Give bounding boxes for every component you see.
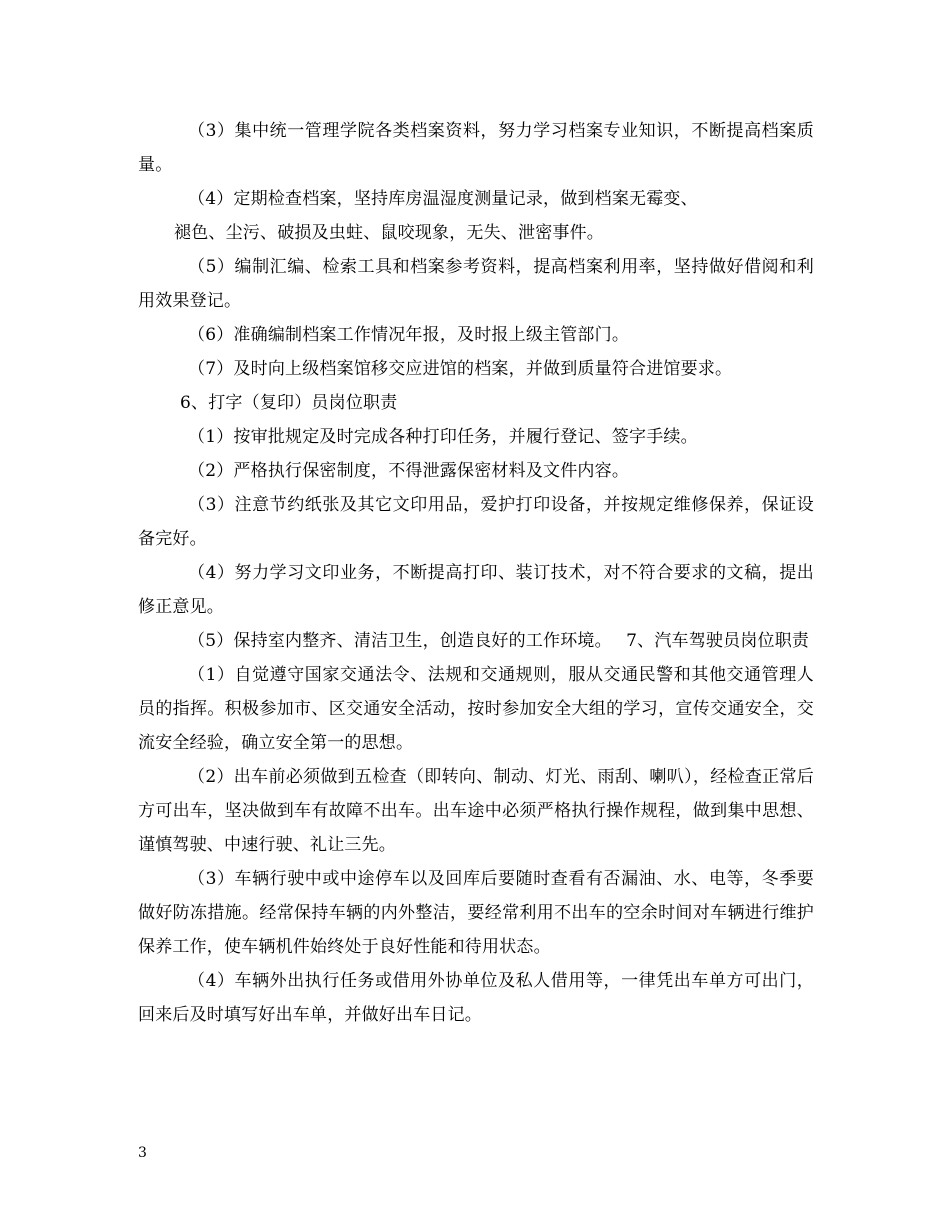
paragraph-archive-4: （4）定期检查档案，坚持库房温湿度测量记录，做到档案无霉变、 (188, 189, 698, 209)
paragraph-typist-2: （2）严格执行保密制度，不得泄露保密材料及文件内容。 (188, 461, 630, 481)
paragraph-archive-4-continued: 褪色、尘污、破损及虫蛀、鼠咬现象，无失、泄密事件。 (174, 223, 604, 243)
paragraph-typist-1: （1）按审批规定及时完成各种打印任务，并履行登记、签字手续。 (188, 427, 698, 447)
section-heading-typist: 6、打字（复印）员岗位职责 (180, 393, 398, 413)
paragraph-archive-6: （6）准确编制档案工作情况年报，及时报上级主管部门。 (188, 325, 630, 345)
document-body (138, 114, 814, 1032)
paragraph-archive-7: （7）及时向上级档案馆移交应进馆的档案，并做到质量符合进馆要求。 (188, 359, 733, 379)
paragraph-driver-2: （2）出车前必须做到五检查（即转向、制动、灯光、雨刮、喇叭），经检查正常后方可出车，坚决做到车有故障不出车。出车途中必须严格执行操作规程，做到集中思想、谨慎驾驶、中速行驶、礼让三先。 (138, 767, 814, 855)
paragraph-driver-3: （3）车辆行驶中或中途停车以及回库后要随时查看有否漏油、水、电等，冬季要做好防冻措施。经常保持车辆的内外整洁，要经常利用不出车的空余时间对车辆进行维护保养工作，使车辆机件始终处于良好性能和待用状态。 (138, 869, 814, 957)
paragraph-typist-5-and-driver-heading: （5）保持室内整齐、清洁卫生，创造良好的工作环境。 7、汽车驾驶员岗位职责 (188, 631, 810, 651)
paragraph-driver-1: （1）自觉遵守国家交通法令、法规和交通规则，服从交通民警和其他交通管理人员的指挥。积极参加市、区交通安全活动，按时参加安全大组的学习，宣传交通安全，交流安全经验，确立安全第一的思想。 (138, 665, 814, 753)
paragraph-archive-5: （5）编制汇编、检索工具和档案参考资料，提高档案利用率，坚持做好借阅和利用效果登记。 (138, 257, 814, 311)
paragraph-typist-4: （4）努力学习文印业务，不断提高打印、装订技术，对不符合要求的文稿，提出修正意见。 (138, 563, 814, 617)
paragraph-driver-4: （4）车辆外出执行任务或借用外协单位及私人借用等，一律凭出车单方可出门，回来后及时填写好出车单，并做好出车日记。 (138, 971, 814, 1025)
paragraph-archive-3: （3）集中统一管理学院各类档案资料，努力学习档案专业知识，不断提高档案质量。 (138, 121, 814, 175)
paragraph-typist-3: （3）注意节约纸张及其它文印用品，爱护打印设备，并按规定维修保养，保证设备完好。 (138, 495, 814, 549)
page-number: 3 (138, 1145, 147, 1161)
